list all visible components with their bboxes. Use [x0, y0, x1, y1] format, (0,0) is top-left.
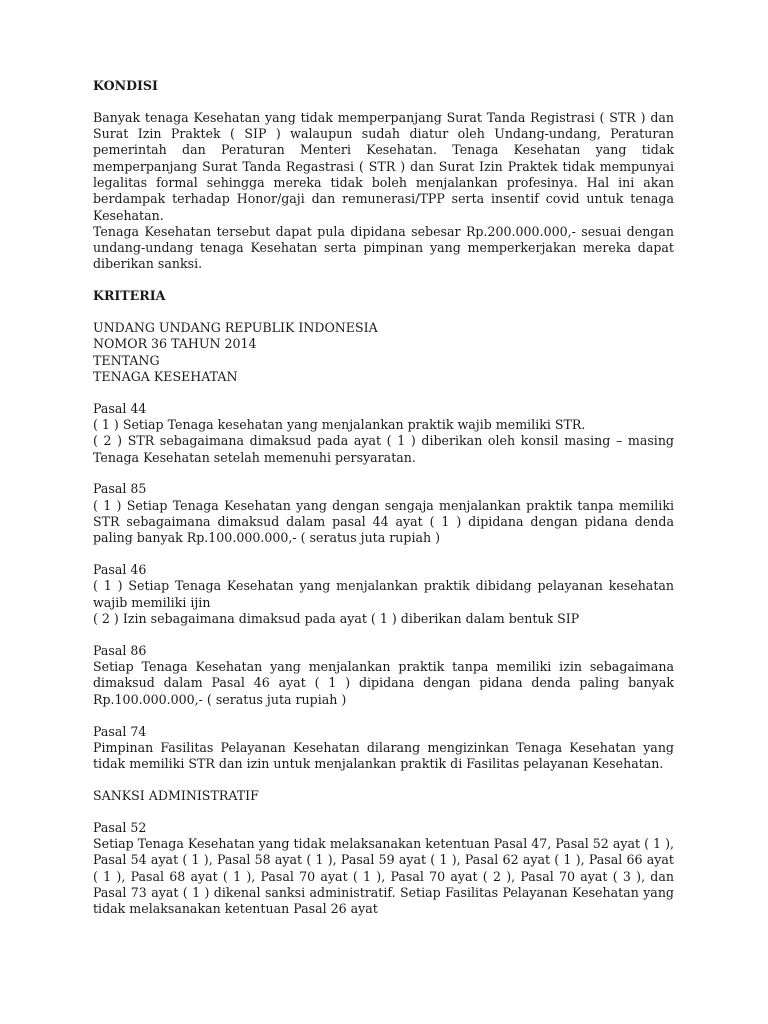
law-subject-line: TENAGA KESEHATAN: [93, 368, 238, 384]
pasal-74-text: Pimpinan Fasilitas Pelayanan Kesehatan dilarang mengizinkan Tenaga Kesehatan yang tidak memiliki STR dan izin untuk menjalankan praktik di Fasilitas pelayanan Kesehatan.: [93, 739, 674, 772]
pasal-85-title: Pasal 85: [93, 481, 147, 497]
pasal-46-ayat-1: ( 1 ) Setiap Tenaga Kesehatan yang menjalankan praktik dibidang pelayanan kesehatan wajib memiliki ijin: [93, 578, 674, 610]
pasal-44-ayat-2: ( 2 ) STR sebagaimana dimaksud pada ayat ( 1 ) diberikan oleh konsil masing – masing Tenaga Kesehatan setelah memenuhi persyaratan.: [93, 433, 674, 465]
law-tentang-line: TENTANG: [93, 352, 160, 368]
pasal-46-title: Pasal 46: [93, 562, 147, 578]
pasal-74-title: Pasal 74: [93, 723, 147, 739]
kondisi-paragraph-2: Tenaga Kesehatan tersebut dapat pula dipidana sebesar Rp.200.000.000,- sesuai dengan undang-undang tenaga Kesehatan serta pimpinan yang memperkerjakan mereka dapat diberikan sanksi.: [93, 223, 674, 272]
pasal-86-text: Setiap Tenaga Kesehatan yang menjalankan praktik tanpa memiliki izin sebagaimana dimaksud dalam Pasal 46 ayat ( 1 ) dipidana dengan pidana denda paling banyak Rp.100.000.000,- ( seratus juta rupiah ): [93, 659, 674, 707]
pasal-44-ayat-1: ( 1 ) Setiap Tenaga kesehatan yang menjalankan praktik wajib memiliki STR.: [93, 417, 586, 433]
pasal-52-text: Setiap Tenaga Kesehatan yang tidak melaksanakan ketentuan Pasal 47, Pasal 52 ayat ( 1 ), Pasal 54 ayat ( 1 ), Pasal 58 ayat ( 1 ), Pasal 59 ayat ( 1 ), Pasal 62 ayat ( 1 ), Pasal 66 ayat ( 1 ), Pasal 68 ayat ( 1 ), Pasal 70 ayat ( 1 ), Pasal 70 ayat ( 2 ), Pasal 70 ayat ( 3 ), dan Pasal 73 ayat ( 1 ) dikenal sanksi administratif. Setiap Fasilitas Pelayanan Kesehatan yang tidak melaksanakan ketentuan Pasal 26 ayat: [93, 835, 674, 917]
pasal-52-title: Pasal 52: [93, 819, 147, 835]
pasal-44-title: Pasal 44: [93, 400, 147, 416]
law-title-line: UNDANG UNDANG REPUBLIK INDONESIA: [93, 320, 378, 336]
sanksi-heading: SANKSI ADMINISTRATIF: [93, 787, 259, 803]
kondisi-heading: KONDISI: [93, 78, 158, 93]
document-page: [93, 78, 674, 917]
law-number-line: NOMOR 36 TAHUN 2014: [93, 336, 257, 352]
pasal-86-title: Pasal 86: [93, 642, 147, 658]
kondisi-paragraph-1: Banyak tenaga Kesehatan yang tidak memperpanjang Surat Tanda Registrasi ( STR ) dan Surat Izin Praktek ( SIP ) walaupun sudah diatur oleh Undang-undang, Peraturan pemerintah dan Peraturan Menteri Kesehatan. Tenaga Kesehatan yang tidak memperpanjang Surat Tanda Regastrasi ( STR ) dan Surat Izin Praktek tidak mempunyai legalitas formal sehingga mereka tidak boleh menjalankan profesinya. Hal ini akan berdampak terhadap Honor/gaji dan remunerasi/TPP serta insentif covid untuk tenaga Kesehatan.: [93, 109, 674, 223]
kriteria-heading: KRITERIA: [93, 288, 166, 304]
pasal-85-ayat-1: ( 1 ) Setiap Tenaga Kesehatan yang dengan sengaja menjalankan praktik tanpa memiliki STR sebagaimana dimaksud dalam pasal 44 ayat ( 1 ) dipidana dengan pidana denda paling banyak Rp.100.000.000,- ( seratus juta rupiah ): [93, 497, 674, 546]
pasal-46-ayat-2: ( 2 ) Izin sebagaimana dimaksud pada ayat ( 1 ) diberikan dalam bentuk SIP: [93, 611, 580, 627]
